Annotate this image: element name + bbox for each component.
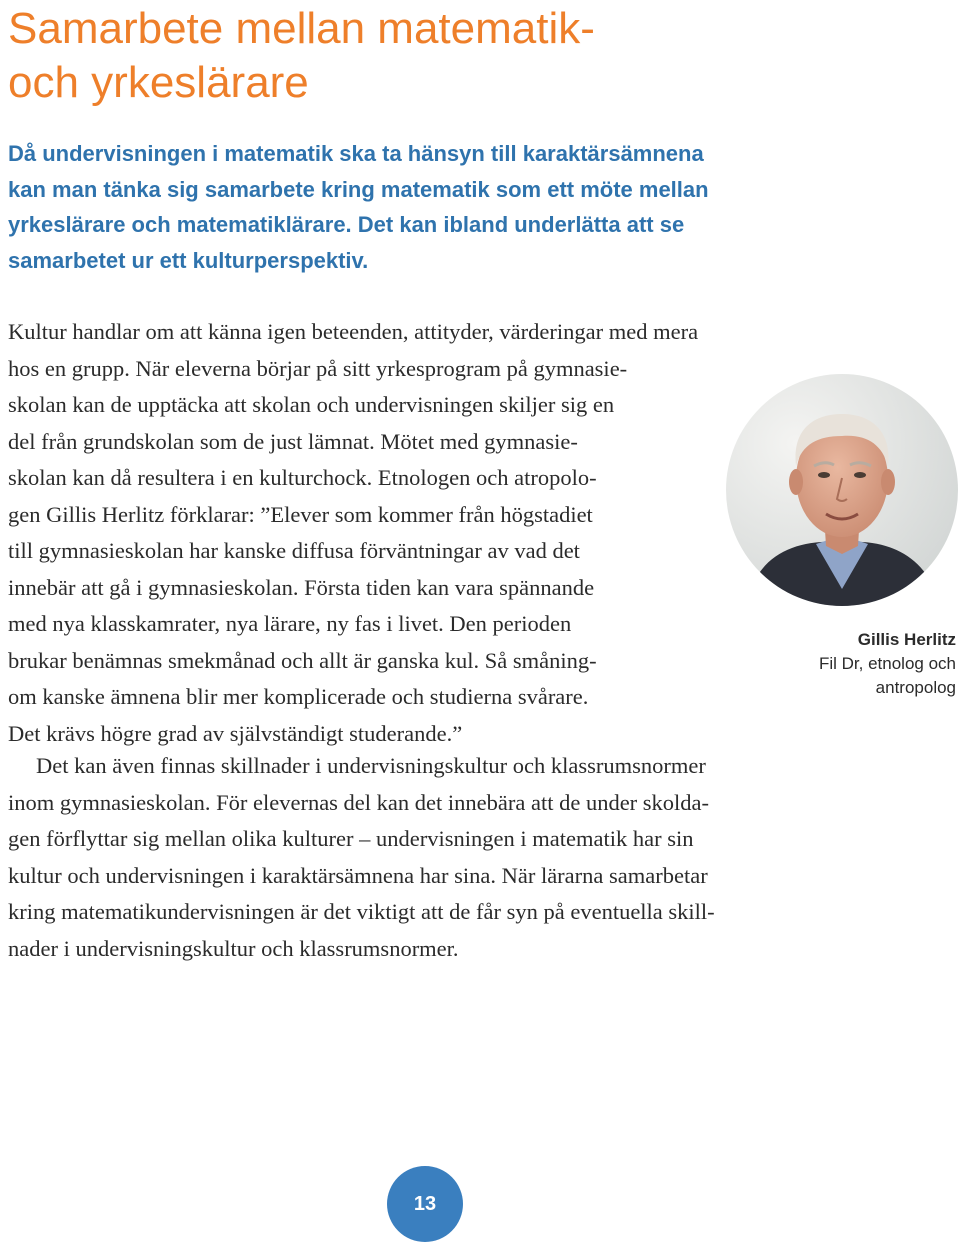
paragraph-line: inom gymnasieskolan. För elevernas del kan det innebära att de under skolda- [8, 789, 710, 815]
body-paragraph-1 [8, 314, 838, 752]
page-number-badge: 13 [387, 1166, 463, 1242]
title-line: Samarbete mellan matematik- [8, 4, 595, 53]
caption-role: antropolog [875, 678, 956, 697]
lead-line: kan man tänka sig samarbete kring matematik som ett möte mellan [8, 176, 709, 202]
lead-line: Då undervisningen i matematik ska ta hänsyn till karaktärsämnena [8, 141, 704, 166]
caption-name: Gillis Herlitz [857, 630, 956, 649]
paragraph-line: skolan kan de upptäcka att skolan och undervisningen skiljer sig en [8, 392, 615, 417]
lead-line: yrkeslärare och matematiklärare. Det kan ibland underlätta att se [8, 212, 685, 237]
paragraph-line: kultur och undervisningen i karaktärsämnena har sina. När lärarna samarbetar [8, 862, 708, 888]
portrait-photo [726, 374, 958, 606]
paragraph-line: gen förflyttar sig mellan olika kulturer – undervisningen i matematik har sin [8, 826, 694, 851]
paragraph-line: till gymnasieskolan har kanske diffusa förväntningar av vad det [8, 538, 580, 563]
lead-paragraph [8, 136, 828, 278]
body-paragraph-2 [8, 748, 838, 967]
paragraph-line: om kanske ämnena blir mer komplicerade och studierna svårare. [8, 684, 589, 709]
paragraph-line: del från grundskolan som de just lämnat. Mötet med gymnasie- [8, 428, 578, 454]
paragraph-line: skolan kan då resultera i en kulturchock. Etnologen och atropolo- [8, 465, 597, 490]
portrait-illustration [726, 374, 958, 606]
photo-caption [736, 628, 956, 700]
paragraph-line: Kultur handlar om att känna igen beteenden, attityder, värderingar med mera [8, 319, 699, 344]
title-line: och yrkeslärare [8, 58, 309, 107]
paragraph-line: med nya klasskamrater, nya lärare, ny fas i livet. Den perioden [8, 611, 572, 636]
paragraph-line: Det krävs högre grad av självständigt studerande.” [8, 720, 463, 746]
lead-line: samarbetet ur ett kulturperspektiv. [8, 247, 369, 273]
paragraph-line: innebär att gå i gymnasieskolan. Första tiden kan vara spännande [8, 574, 595, 600]
page-title [8, 2, 788, 110]
paragraph-line: hos en grupp. När eleverna börjar på sitt yrkesprogram på gymnasie- [8, 355, 628, 381]
caption-role: Fil Dr, etnolog och [818, 654, 956, 673]
paragraph-line: brukar benämnas smekmånad och allt är ganska kul. Så småning- [8, 647, 597, 673]
paragraph-line: gen Gillis Herlitz förklarar: ”Elever som kommer från högstadiet [8, 501, 593, 527]
paragraph-line: kring matematikundervisningen är det viktigt att de får syn på eventuella skill- [8, 899, 715, 924]
paragraph-line: nader i undervisningskultur och klassrumsnormer. [8, 935, 459, 961]
paragraph-line: Det kan även finnas skillnader i undervisningskultur och klassrumsnormer [36, 753, 706, 778]
